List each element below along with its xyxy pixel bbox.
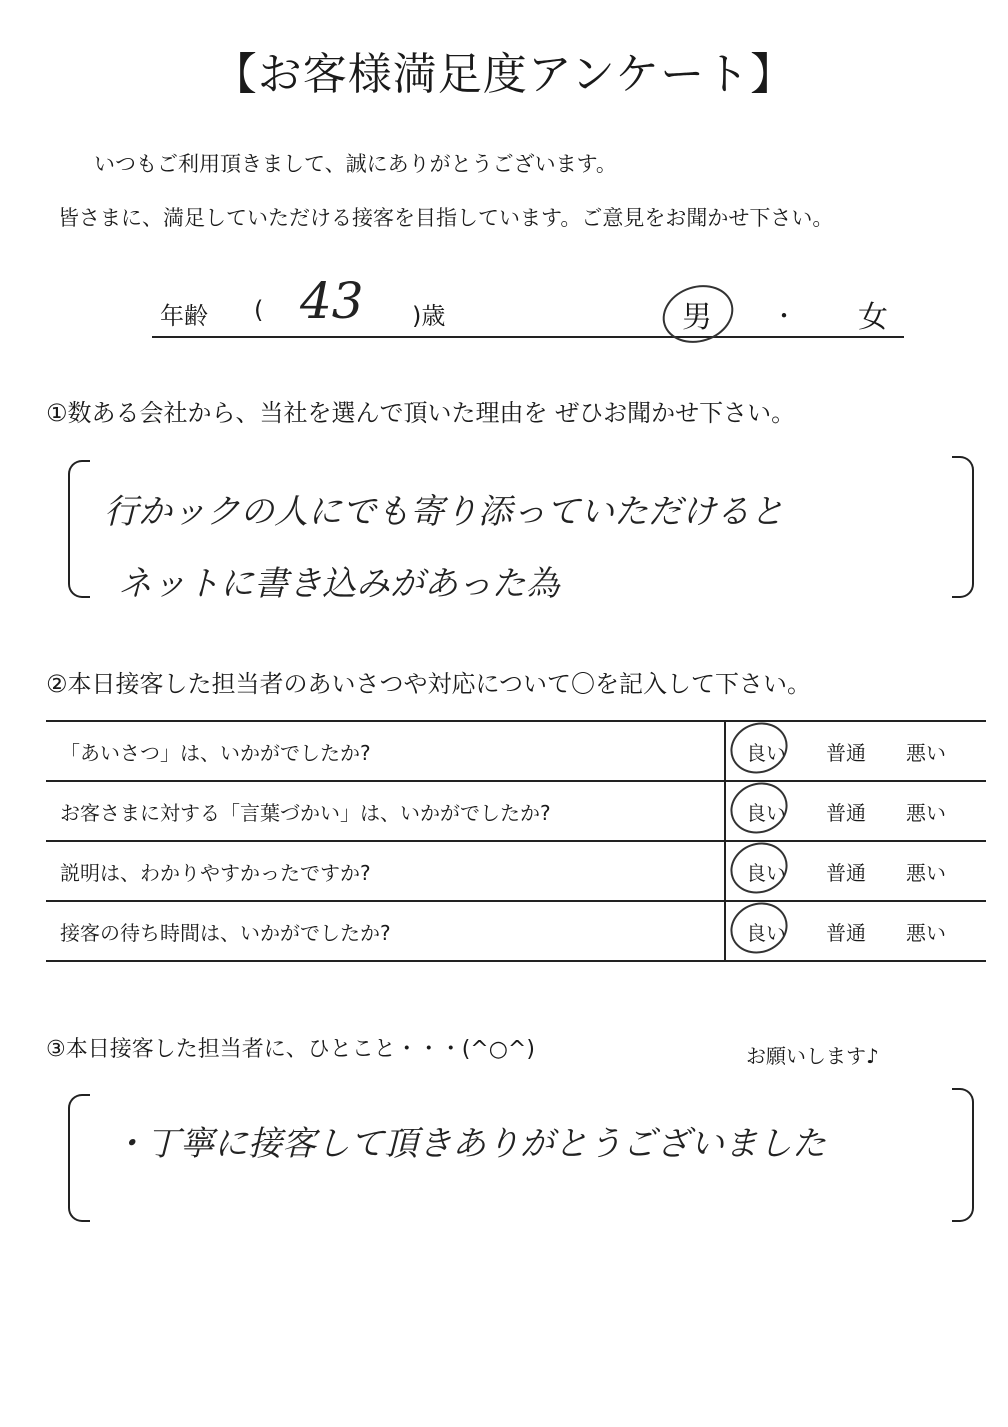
- q3-answer[interactable]: ・丁寧に接客して頂きありがとうございました: [112, 1124, 826, 1164]
- rating-option[interactable]: 普通: [826, 920, 866, 945]
- profile-underline: [152, 336, 904, 338]
- age-open-paren: (: [254, 296, 264, 324]
- rating-option[interactable]: 悪い: [906, 740, 946, 765]
- rating-option[interactable]: 悪い: [906, 920, 946, 945]
- age-value[interactable]: 43: [300, 272, 364, 330]
- age-close-label: )歳: [412, 302, 446, 330]
- survey-title: 【お客様満足度アンケート】: [212, 49, 796, 100]
- rating-option[interactable]: 良い: [726, 797, 806, 826]
- rating-option[interactable]: 普通: [826, 740, 866, 765]
- rating-options: [725, 781, 986, 841]
- rating-options: [725, 721, 986, 781]
- q1-question: ①数ある会社から、当社を選んで頂いた理由を ぜひお聞かせ下さい。: [46, 399, 796, 427]
- q3-request-text: お願いします♪: [746, 1044, 879, 1068]
- q1-answer-bracket-left: [68, 460, 90, 598]
- rating-question: 説明は、わかりやすかったですか?: [46, 841, 725, 901]
- rating-option[interactable]: 普通: [826, 860, 866, 885]
- rating-table: [46, 720, 986, 962]
- rating-option[interactable]: 良い: [726, 737, 806, 766]
- gender-female[interactable]: 女: [858, 300, 888, 335]
- q3-answer-bracket-left: [68, 1094, 90, 1222]
- intro-line-1: いつもご利用頂きまして、誠にありがとうございます。: [94, 152, 617, 176]
- q1-answer-bracket-right: [952, 456, 974, 598]
- rating-question: 接客の待ち時間は、いかがでしたか?: [46, 901, 725, 961]
- gender-separator: ・: [772, 302, 796, 330]
- rating-option[interactable]: 悪い: [906, 860, 946, 885]
- rating-option[interactable]: 悪い: [906, 800, 946, 825]
- rating-row: [46, 781, 986, 841]
- q1-answer-line-2[interactable]: ネットに書き込みがあった為: [118, 564, 560, 604]
- q3-question: ③本日接客した担当者に、ひとこと・・・(^○^): [46, 1037, 535, 1062]
- gender-male[interactable]: 男: [682, 300, 712, 335]
- rating-question: お客さまに対する「言葉づかい」は、いかがでしたか?: [46, 781, 725, 841]
- rating-option[interactable]: 普通: [826, 800, 866, 825]
- rating-option[interactable]: 良い: [726, 917, 806, 946]
- rating-row: [46, 721, 986, 781]
- rating-question: 「あいさつ」は、いかがでしたか?: [46, 721, 725, 781]
- q3-answer-bracket-right: [952, 1088, 974, 1222]
- rating-option[interactable]: 良い: [726, 857, 806, 886]
- gender-selection-mark: [655, 276, 741, 352]
- q1-answer-line-1[interactable]: 行かックの人にでも寄り添っていただけると: [104, 492, 784, 532]
- rating-options: [725, 841, 986, 901]
- rating-options: [725, 901, 986, 961]
- rating-row: [46, 841, 986, 901]
- q2-question: ②本日接客した担当者のあいさつや対応について〇を記入して下さい。: [46, 670, 812, 698]
- age-label: 年齢: [160, 302, 208, 330]
- rating-row: [46, 901, 986, 961]
- intro-line-2: 皆さまに、満足していただける接客を目指しています。ご意見をお聞かせ下さい。: [58, 206, 834, 230]
